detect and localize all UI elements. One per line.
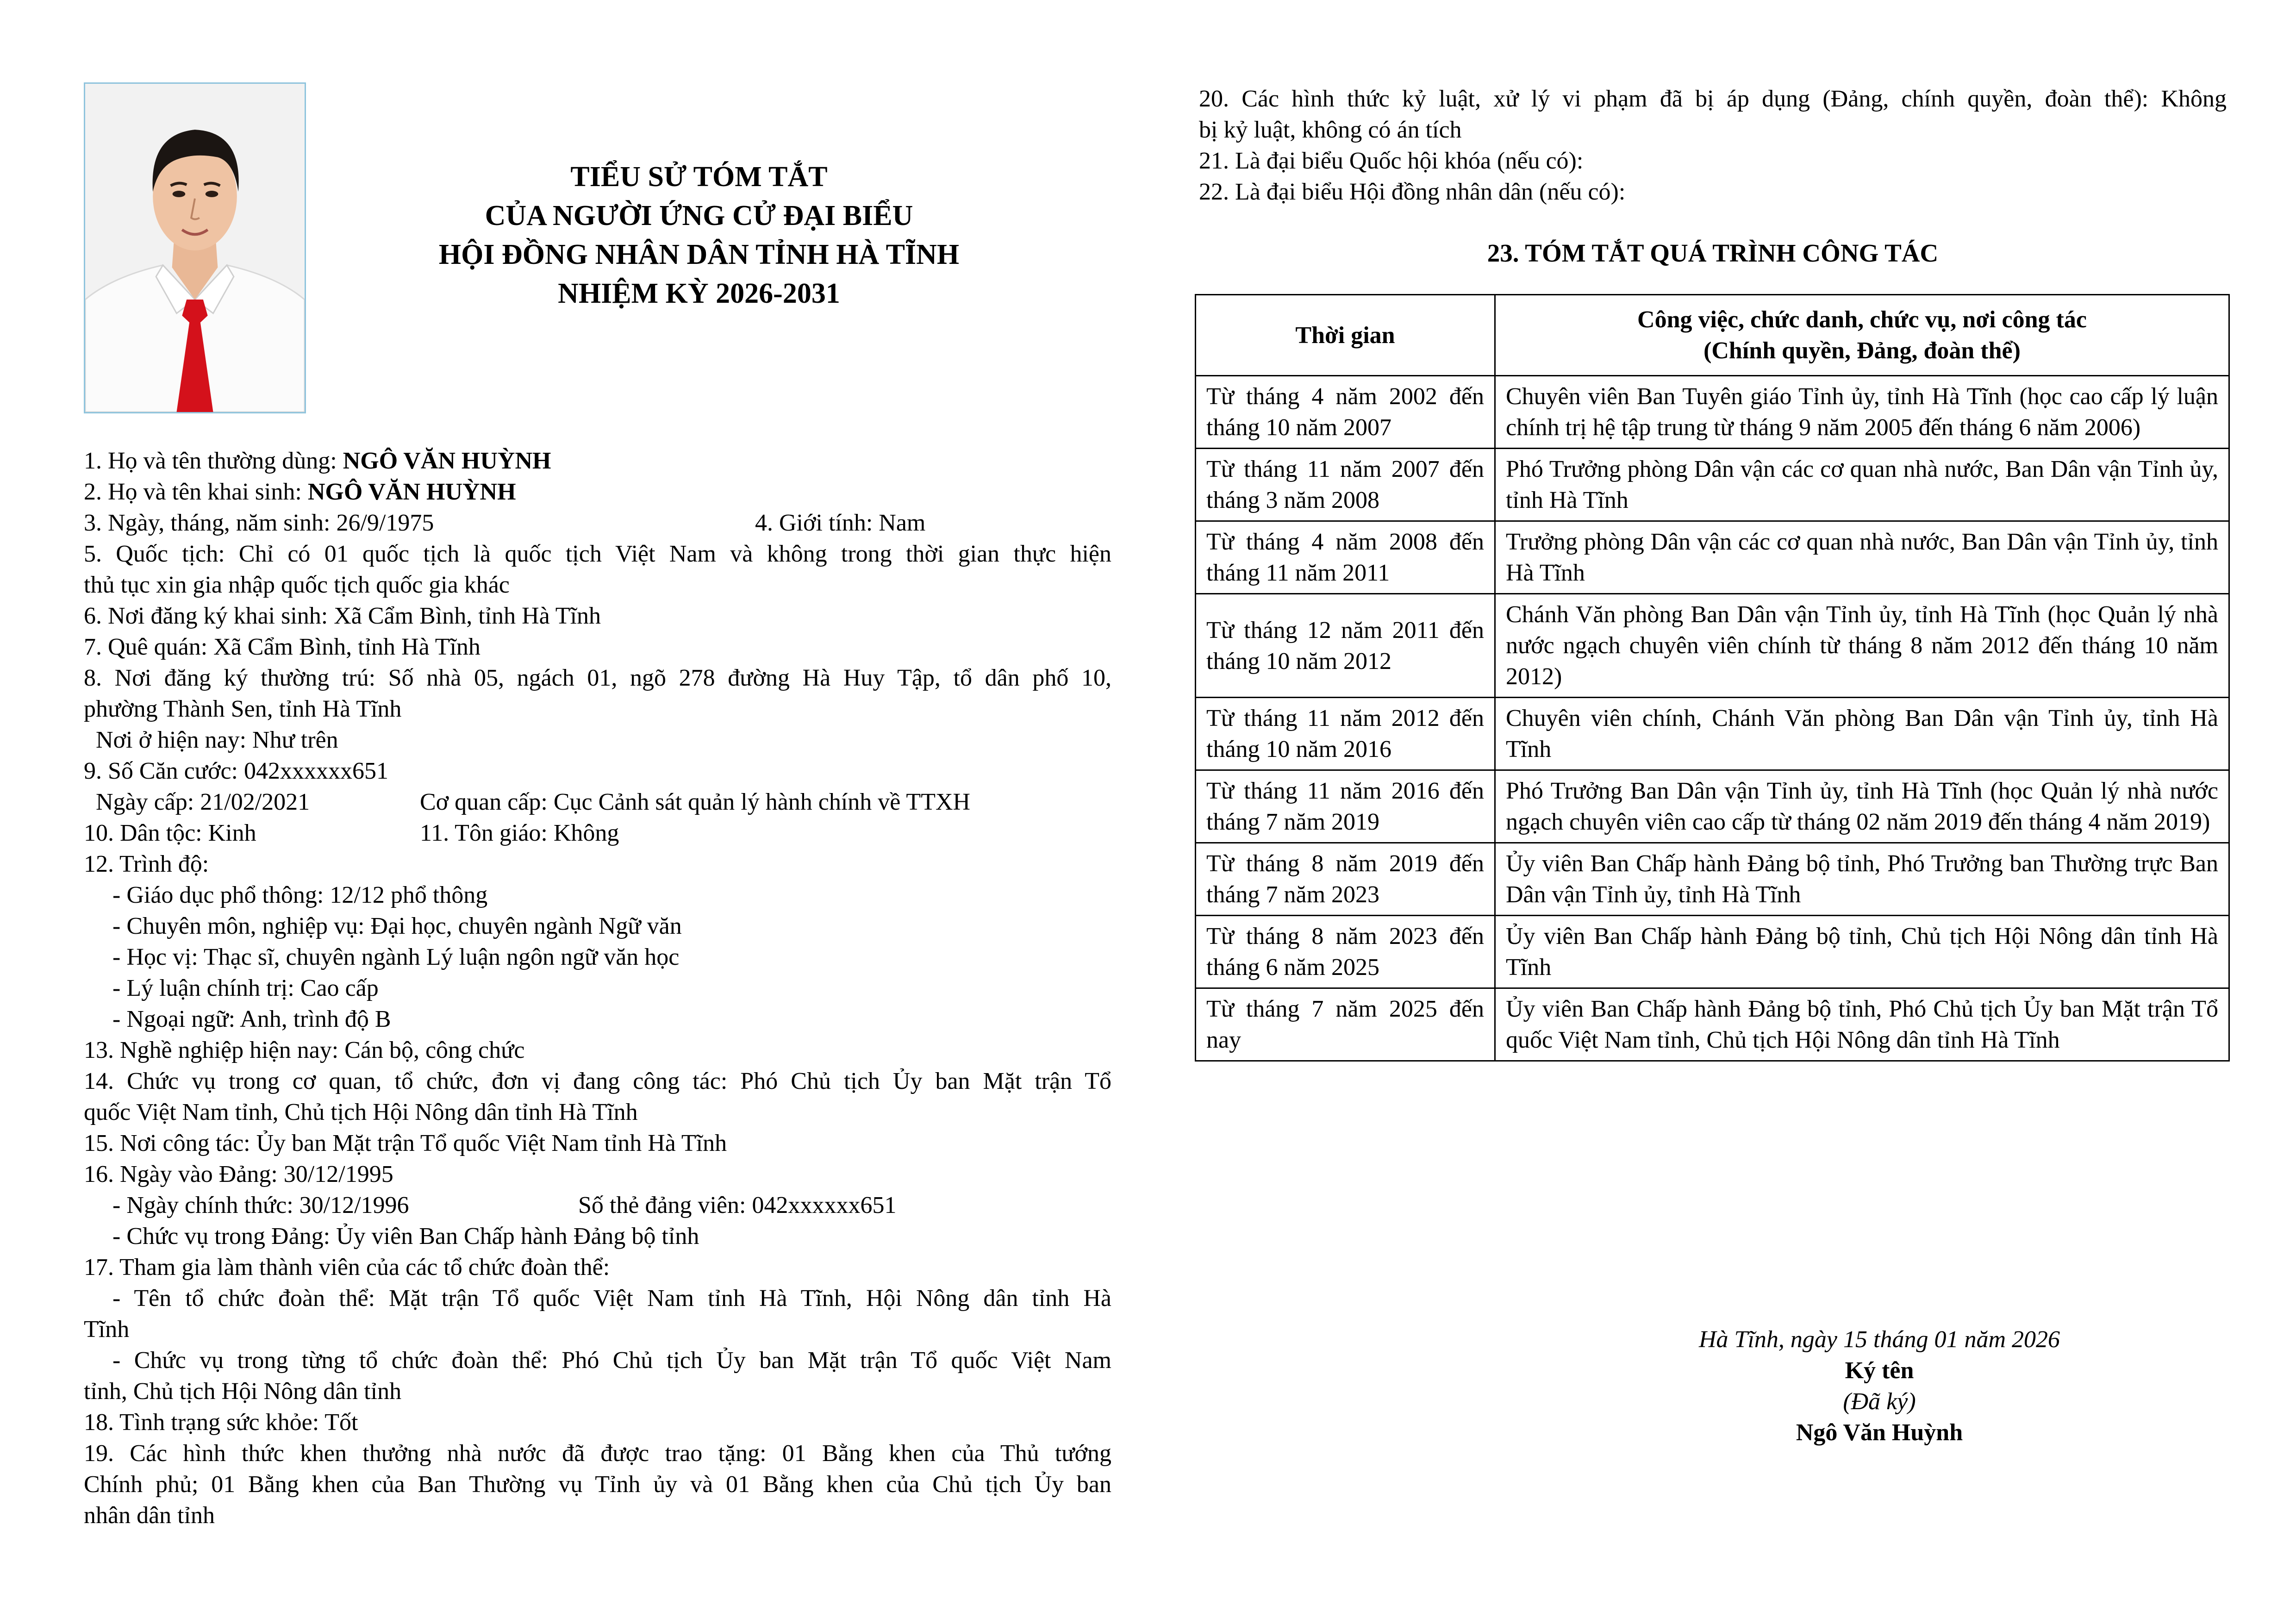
header-work: Công việc, chức danh, chức vụ, nơi công tác (Chính quyền, Đảng, đoàn thể) [1495, 295, 2229, 376]
id-issue-agency: Cơ quan cấp: Cục Cảnh sát quản lý hành chính về TTXH [420, 789, 971, 815]
field-party-official [84, 1190, 1111, 1221]
career-time: Từ tháng 8 năm 2023 đến tháng 6 năm 2025 [1196, 916, 1495, 988]
title-line-3: HỘI ĐỒNG NHÂN DÂN TỈNH HÀ TĨNH [438, 239, 960, 270]
portrait-photo [84, 82, 306, 413]
field-ethnicity-religion [84, 818, 1111, 849]
party-card-number: Số thẻ đảng viên: 042xxxxxx651 [578, 1192, 897, 1218]
field-hometown: 7. Quê quán: Xã Cẩm Bình, tỉnh Hà Tĩnh [84, 634, 480, 660]
career-row [1196, 843, 2229, 916]
field-awards-l1: 19. Các hình thức khen thưởng nhà nước đã được trao tặng: 01 Bằng khen của Thủ tướng [84, 1440, 1111, 1467]
career-work: Chuyên viên chính, Chánh Văn phòng Ban Dân vận Tỉnh ủy, tỉnh Hà Tĩnh [1495, 698, 2229, 770]
field-occupation: 13. Nghề nghiệp hiện nay: Cán bộ, công chức [84, 1037, 525, 1063]
birth-name-value: NGÔ VĂN HUỲNH [307, 479, 516, 505]
education-degree: - Học vị: Thạc sĩ, chuyên ngành Lý luận ngôn ngữ văn học [112, 944, 680, 970]
career-work: Ủy viên Ban Chấp hành Đảng bộ tỉnh, Phó Trưởng ban Thường trực Ban Dân vận Tỉnh ủy, tỉnh Hà Tĩnh [1495, 843, 2229, 916]
organizations-names-l2: Tĩnh [84, 1316, 130, 1343]
field-residence-l2: phường Thành Sen, tỉnh Hà Tĩnh [84, 696, 402, 722]
career-time: Từ tháng 8 năm 2019 đến tháng 7 năm 2023 [1196, 843, 1495, 916]
field-position-l2: quốc Việt Nam tỉnh, Chủ tịch Hội Nông dân tỉnh Hà Tĩnh [84, 1099, 638, 1125]
personal-details [84, 445, 1111, 1531]
career-time: Từ tháng 12 năm 2011 đến tháng 10 năm 2012 [1196, 594, 1495, 698]
field-birth-registration: 6. Nơi đăng ký khai sinh: Xã Cẩm Bình, tỉnh Hà Tĩnh [84, 603, 601, 629]
education-language: - Ngoại ngữ: Anh, trình độ B [112, 1006, 391, 1032]
career-row [1196, 449, 2229, 521]
field-religion: 11. Tôn giáo: Không [420, 820, 619, 846]
career-time: Từ tháng 11 năm 2012 đến tháng 10 năm 2016 [1196, 698, 1495, 770]
common-name-value: NGÔ VĂN HUỲNH [343, 448, 551, 474]
field-id-number: 9. Số Căn cước: 042xxxxxx651 [84, 758, 388, 784]
career-work: Chánh Văn phòng Ban Dân vận Tỉnh ủy, tỉnh Hà Tĩnh (học Quản lý nhà nước ngạch chuyên viên chính từ tháng 8 năm 2012 đến tháng 10 năm 2012) [1495, 594, 2229, 698]
field-current-address: Nơi ở hiện nay: Như trên [96, 727, 338, 753]
party-official-date: - Ngày chính thức: 30/12/1996 [112, 1192, 409, 1218]
career-row [1196, 698, 2229, 770]
education-general: - Giáo dục phổ thông: 12/12 phổ thông [112, 882, 488, 908]
career-table-header [1196, 295, 2229, 376]
field-party-position: - Chức vụ trong Đảng: Ủy viên Ban Chấp hành Đảng bộ tỉnh [112, 1223, 699, 1249]
field-common-name: 1. Họ và tên thường dùng: NGÔ VĂN HUỲNH [84, 448, 551, 474]
signature-label: Ký tên [1845, 1357, 1914, 1384]
field-organizations: 17. Tham gia làm thành viên của các tổ chức đoàn thể: [84, 1254, 610, 1280]
career-row [1196, 594, 2229, 698]
career-time: Từ tháng 11 năm 2007 đến tháng 3 năm 2008 [1196, 449, 1495, 521]
field-birth-name: 2. Họ và tên khai sinh: NGÔ VĂN HUỲNH [84, 479, 516, 505]
signature-signed-note: (Đã ký) [1843, 1388, 1916, 1415]
field-gender: 4. Giới tính: Nam [755, 510, 926, 536]
title-line-4: NHIỆM KỲ 2026-2031 [558, 278, 840, 309]
field-discipline-l2: bị kỷ luật, không có án tích [1199, 117, 1462, 143]
field-dob-gender [84, 507, 1111, 538]
field-awards-l3: nhân dân tỉnh [84, 1502, 215, 1529]
organizations-positions-l1: - Chức vụ trong từng tổ chức đoàn thể: Phó Chủ tịch Ủy ban Mặt trận Tổ quốc Việt Nam [112, 1347, 1111, 1374]
field-party-join: 16. Ngày vào Đảng: 30/12/1995 [84, 1161, 393, 1187]
career-row [1196, 521, 2229, 594]
field-workplace: 15. Nơi công tác: Ủy ban Mặt trận Tổ quốc Việt Nam tỉnh Hà Tĩnh [84, 1130, 727, 1156]
field-nationality-l1: 5. Quốc tịch: Chỉ có 01 quốc tịch là quốc tịch Việt Nam và không trong thời gian thực hiện [84, 541, 1111, 567]
field-education: 12. Trình độ: [84, 851, 209, 877]
career-table [1195, 294, 2230, 1062]
career-work: Phó Trưởng phòng Dân vận các cơ quan nhà nước, Ban Dân vận Tỉnh ủy, tỉnh Hà Tĩnh [1495, 449, 2229, 521]
career-time: Từ tháng 4 năm 2008 đến tháng 11 năm 2011 [1196, 521, 1495, 594]
career-work: Chuyên viên Ban Tuyên giáo Tỉnh ủy, tỉnh Hà Tĩnh (học cao cấp lý luận chính trị hệ tập trung từ tháng 9 năm 2005 đến tháng 6 năm 2006) [1495, 376, 2229, 449]
career-time: Từ tháng 11 năm 2016 đến tháng 7 năm 2019 [1196, 770, 1495, 843]
title-line-1: TIỂU SỬ TÓM TẮT [570, 161, 828, 193]
career-time: Từ tháng 7 năm 2025 đến nay [1196, 988, 1495, 1061]
education-political: - Lý luận chính trị: Cao cấp [112, 975, 379, 1001]
field-national-assembly: 21. Là đại biểu Quốc hội khóa (nếu có): [1199, 148, 1584, 174]
document-title [389, 157, 1009, 313]
career-section-title: 23. TÓM TẮT QUÁ TRÌNH CÔNG TÁC [1487, 239, 1939, 267]
field-health: 18. Tình trạng sức khỏe: Tốt [84, 1409, 358, 1436]
field-ethnicity: 10. Dân tộc: Kinh [84, 820, 256, 846]
title-line-2: CỦA NGƯỜI ỨNG CỬ ĐẠI BIỂU [485, 200, 913, 231]
field-peoples-council: 22. Là đại biểu Hội đồng nhân dân (nếu có): [1199, 179, 1626, 205]
career-row [1196, 376, 2229, 449]
field-position-l1: 14. Chức vụ trong cơ quan, tổ chức, đơn vị đang công tác: Phó Chủ tịch Ủy ban Mặt trận Tổ [84, 1068, 1111, 1094]
signature-place-date: Hà Tĩnh, ngày 15 tháng 01 năm 2026 [1699, 1326, 2060, 1353]
career-work: Trưởng phòng Dân vận các cơ quan nhà nước, Ban Dân vận Tỉnh ủy, tỉnh Hà Tĩnh [1495, 521, 2229, 594]
field-nationality-l2: thủ tục xin gia nhập quốc tịch quốc gia khác [84, 572, 510, 598]
career-row [1196, 916, 2229, 988]
id-issue-date: Ngày cấp: 21/02/2021 [96, 789, 310, 815]
career-work: Phó Trưởng Ban Dân vận Tỉnh ủy, tỉnh Hà Tĩnh (học Quản lý nhà nước ngạch chuyên viên cao cấp từ tháng 02 năm 2019 đến tháng 4 năm 2019) [1495, 770, 2229, 843]
extra-details [1199, 83, 2227, 207]
career-row [1196, 770, 2229, 843]
organizations-names-l1: - Tên tổ chức đoàn thể: Mặt trận Tổ quốc Việt Nam tỉnh Hà Tĩnh, Hội Nông dân tỉnh Hà [112, 1285, 1111, 1312]
field-dob: 3. Ngày, tháng, năm sinh: 26/9/1975 [84, 510, 434, 536]
education-major: - Chuyên môn, nghiệp vụ: Đại học, chuyên ngành Ngữ văn [112, 913, 682, 939]
signature-name: Ngô Văn Huỳnh [1796, 1419, 1963, 1446]
career-time: Từ tháng 4 năm 2002 đến tháng 10 năm 2007 [1196, 376, 1495, 449]
career-row [1196, 988, 2229, 1061]
career-work: Ủy viên Ban Chấp hành Đảng bộ tỉnh, Phó Chủ tịch Ủy ban Mặt trận Tổ quốc Việt Nam tỉnh, Chủ tịch Hội Nông dân tỉnh Hà Tĩnh [1495, 988, 2229, 1061]
field-id-issue [84, 787, 1111, 818]
signature-block [1629, 1324, 2129, 1448]
field-awards-l2: Chính phủ; 01 Bằng khen của Ban Thường vụ Tỉnh ủy và 01 Bằng khen của Chủ tịch Ủy ban [84, 1471, 1111, 1498]
organizations-positions-l2: tỉnh, Chủ tịch Hội Nông dân tỉnh [84, 1378, 402, 1405]
field-residence-l1: 8. Nơi đăng ký thường trú: Số nhà 05, ngách 01, ngõ 278 đường Hà Huy Tập, tổ dân phố 10, [84, 665, 1111, 691]
portrait-icon [85, 84, 305, 412]
career-work: Ủy viên Ban Chấp hành Đảng bộ tỉnh, Chủ tịch Hội Nông dân tỉnh Hà Tĩnh [1495, 916, 2229, 988]
header-time: Thời gian [1196, 295, 1495, 376]
field-discipline-l1: 20. Các hình thức kỷ luật, xử lý vi phạm đã bị áp dụng (Đảng, chính quyền, đoàn thể): Không [1199, 86, 2227, 112]
